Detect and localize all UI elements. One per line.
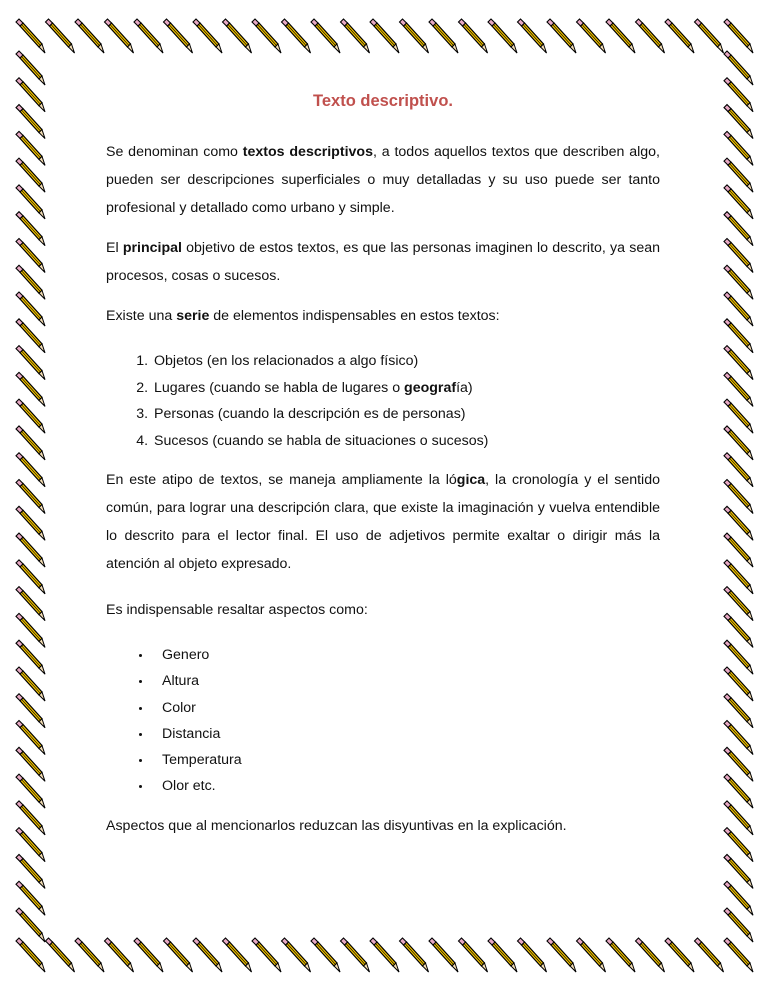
pencil-icon (429, 938, 458, 972)
pencil-icon (547, 19, 576, 53)
bold-term: principal (122, 240, 182, 256)
text-run: , a todos aquellos textos que describen algo, pueden ser descripciones superficiales o muy detalladas y su uso puede ser tanto profesional y detallado como urbano y simple. (106, 144, 660, 216)
text-run: En este atipo de textos, se maneja ampliamente la ló (106, 472, 457, 488)
text-run: objetivo de estos textos, es que las personas imaginen lo descrito, ya sean procesos, cosas o sucesos. (106, 240, 660, 284)
pencil-icon (282, 938, 311, 972)
bold-term: geograf (404, 379, 457, 396)
pencil-icon (223, 19, 252, 53)
pencil-icon (193, 938, 222, 972)
list-item (152, 375, 660, 402)
list-item-text: Sucesos (cuando se habla de situaciones o sucesos) (154, 432, 489, 449)
list-item: • Altura (152, 668, 660, 694)
pencil-icon (134, 19, 163, 53)
list-item-text: Personas (cuando la descripción es de personas) (154, 406, 466, 422)
pencil-icon (724, 908, 753, 942)
pencil-icon (193, 19, 222, 53)
list-item: • Genero (152, 642, 660, 668)
paragraph-objective (106, 234, 660, 290)
pencil-icon (311, 938, 340, 972)
pencil-icon (46, 938, 75, 972)
pencil-icon (665, 19, 694, 53)
pencil-icon (400, 19, 429, 53)
pencil-icon (341, 938, 370, 972)
pencil-icon (606, 19, 635, 53)
pencil-icon (577, 19, 606, 53)
list-item (152, 348, 660, 375)
pencil-icon (282, 19, 311, 53)
pencil-icon (16, 908, 45, 942)
pencil-icon (459, 938, 488, 972)
paragraph-conclusion: Aspectos que al mencionarlos reduzcan las disyuntivas en la explicación. (106, 817, 567, 834)
pencil-icon (695, 19, 724, 53)
pencil-icon (223, 938, 252, 972)
pencil-icon (370, 19, 399, 53)
list-item-text: Objetos (en los relacionados a algo físico) (154, 353, 419, 369)
pencil-icon (695, 938, 724, 972)
pencil-icon (429, 19, 458, 53)
text-run: Existe una (106, 308, 177, 324)
text-run: Se denominan como (106, 144, 243, 160)
pencil-icon (488, 938, 517, 972)
pencil-icon (518, 938, 547, 972)
pencil-icon (459, 19, 488, 53)
list-item-text: ía) (456, 379, 473, 396)
pencil-icon (252, 938, 281, 972)
text-run: , la cronología y el sentido común, para lograr una descripción clara, que existe la imaginación y vuelva entendible lo descrito para el lector final. El uso de adjetivos permite exaltar o dirigir más la atención al objeto expresado. (106, 472, 660, 572)
pencil-icon (724, 19, 753, 53)
list-item: • Color (152, 695, 660, 721)
pencil-icon (75, 19, 104, 53)
pencil-icon (46, 19, 75, 53)
pencil-icon (518, 19, 547, 53)
paragraph-logic (106, 466, 660, 578)
pencil-icon (606, 938, 635, 972)
pencil-icon (134, 938, 163, 972)
list-item: • Temperatura (152, 747, 660, 773)
document-content (106, 88, 660, 852)
pencil-icon (577, 938, 606, 972)
pencil-icon (252, 19, 281, 53)
list-item-text: Lugares (cuando se habla de lugares o (154, 379, 405, 396)
pencil-icon (164, 938, 193, 972)
pencil-icon (164, 19, 193, 53)
bold-term: gica (456, 472, 486, 488)
bullet-list (106, 642, 660, 800)
pencil-icon (665, 938, 694, 972)
pencil-icon (16, 938, 45, 972)
pencil-icon (636, 938, 665, 972)
bold-term: textos descriptivos (242, 144, 373, 160)
pencil-icon (105, 19, 134, 53)
pencil-icon (105, 938, 134, 972)
pencil-icon (636, 19, 665, 53)
text-run: El (106, 240, 123, 256)
list-item: • Olor etc. (152, 773, 660, 799)
numbered-list (106, 348, 660, 454)
paragraph-definition (106, 138, 660, 222)
pencil-icon (400, 938, 429, 972)
pencil-icon (547, 938, 576, 972)
pencil-icon (724, 938, 753, 972)
paragraph-aspects-intro: Es indispensable resaltar aspectos como: (106, 602, 368, 618)
text-run: de elementos indispensables en estos textos: (209, 308, 500, 324)
page-title: Texto descriptivo. (313, 92, 453, 110)
pencil-icon (370, 938, 399, 972)
pencil-icon (311, 19, 340, 53)
pencil-icon (341, 19, 370, 53)
list-item: • Distancia (152, 721, 660, 747)
list-item (152, 428, 660, 455)
pencil-icon (488, 19, 517, 53)
list-item (152, 401, 660, 428)
pencil-icon (16, 19, 45, 53)
bold-term: serie (176, 308, 210, 324)
paragraph-elements-intro (106, 302, 660, 330)
pencil-icon (75, 938, 104, 972)
